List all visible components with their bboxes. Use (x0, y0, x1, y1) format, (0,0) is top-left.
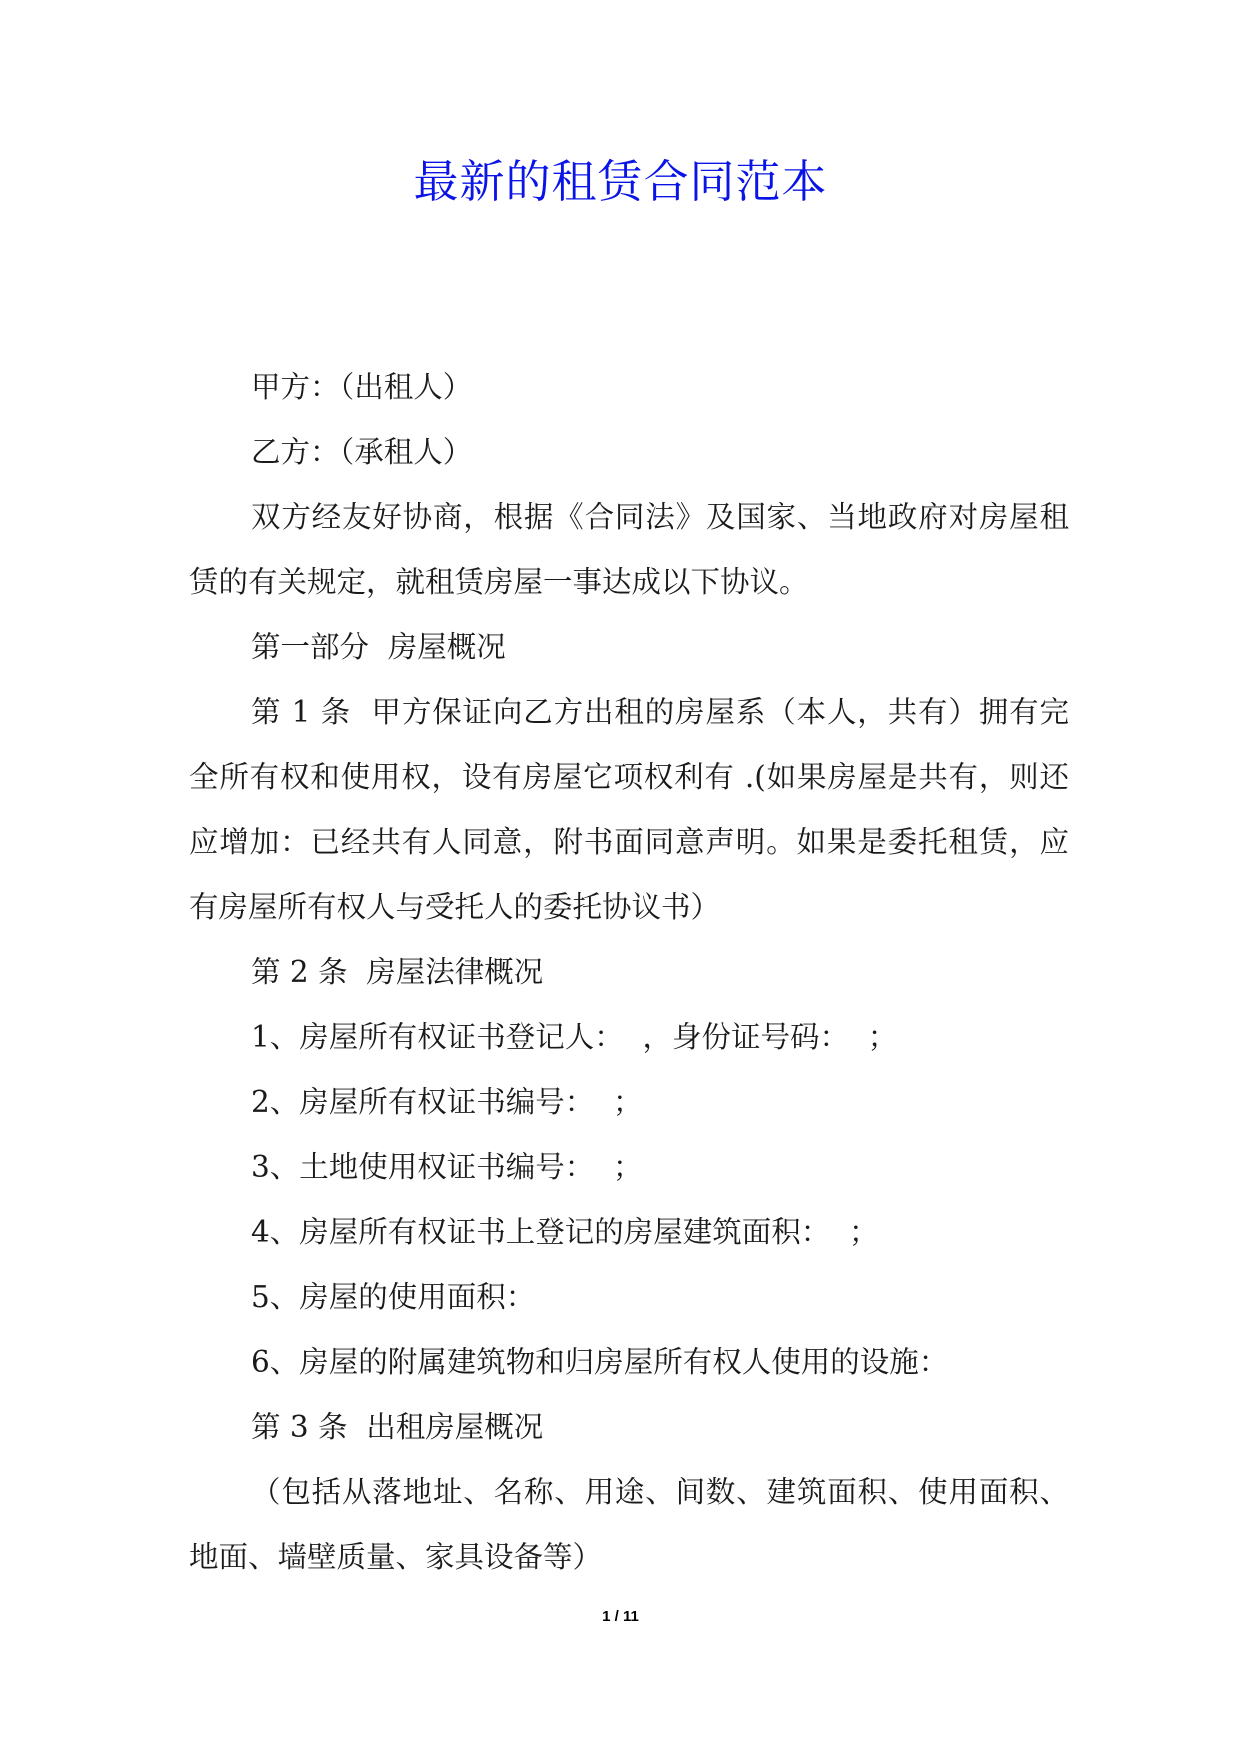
list-item: 5、房屋的使用面积： (251, 1280, 536, 1314)
paragraph-party-b: 乙方：（承租人） (251, 435, 473, 469)
article-3-heading: 第 3 条 出租房屋概况 (251, 1410, 544, 1444)
page-number: 1 / 11 (602, 1608, 639, 1625)
article-2-heading: 第 2 条 房屋法律概况 (251, 955, 544, 989)
paragraph-preamble: 双方经友好协商，根据《合同法》及国家、当地政府对房屋租赁的有关规定，就租赁房屋一事达成以下协议。 (189, 500, 1069, 599)
list-item: 4、房屋所有权证书上登记的房屋建筑面积： ； (251, 1215, 879, 1249)
article-1: 第 1 条 甲方保证向乙方出租的房屋系（本人，共有）拥有完全所有权和使用权，设有房屋它项权利有 .(如果房屋是共有，则还应增加：已经共有人同意，附书面同意声明。如果是委托租赁，应有房屋所有权人与受托人的委托协议书） (189, 695, 1069, 924)
list-item: 3、土地使用权证书编号： ； (251, 1150, 643, 1184)
list-item: 1、房屋所有权证书登记人： ，身份证号码： ； (251, 1020, 898, 1054)
list-item: 2、房屋所有权证书编号： ； (251, 1085, 643, 1119)
paragraph-party-a: 甲方：（出租人） (251, 370, 473, 404)
list-item: 6、房屋的附属建筑物和归房屋所有权人使用的设施： (251, 1345, 949, 1379)
article-3-description: （包括从落地址、名称、用途、间数、建筑面积、使用面积、地面、墙壁质量、家具设备等） (189, 1475, 1069, 1574)
document-body (189, 355, 1069, 1590)
section-heading-part-1: 第一部分 房屋概况 (251, 630, 506, 664)
document-title: 最新的租赁合同范本 (413, 155, 828, 208)
